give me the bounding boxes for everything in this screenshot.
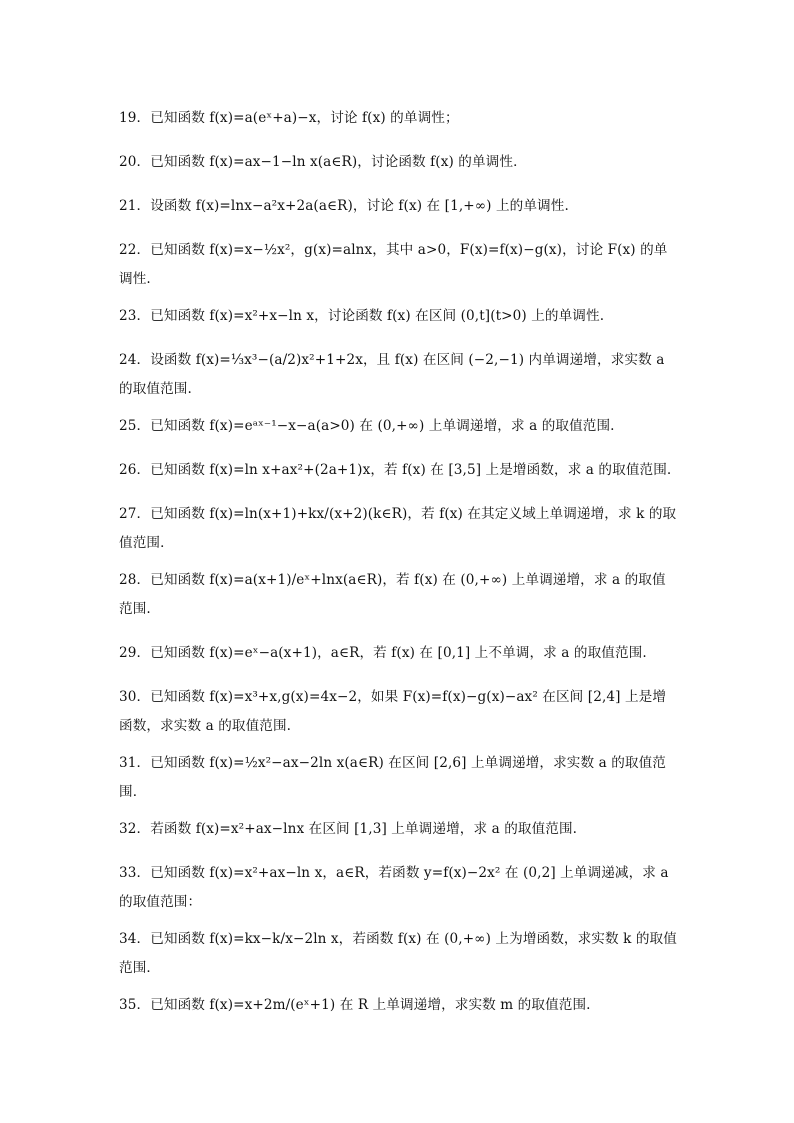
problem-19: 19．已知函数 f(x)=a(eˣ+a)−x，讨论 f(x) 的单调性； [119, 110, 459, 126]
problem-30: 30．已知函数 f(x)=x³+x,g(x)=4x−2，如果 F(x)=f(x)−g(x)−ax² 在区间 [2,4] 上是增函数，求实数 a 的取值范围. [119, 689, 667, 734]
problem-24: 24．设函数 f(x)=⅓x³−(a/2)x²+1+2x，且 f(x) 在区间 (−2,−1) 内单调递增，求实数 a 的取值范围. [119, 352, 665, 397]
problem-21: 21．设函数 f(x)=lnx−a²x+2a(a∈R)，讨论 f(x) 在 [1,+∞) 上的单调性. [119, 198, 569, 214]
problem-list [119, 104, 679, 1035]
problem-29: 29．已知函数 f(x)=eˣ−a(x+1)，a∈R，若 f(x) 在 [0,1] 上不单调，求 a 的取值范围. [119, 645, 647, 661]
problem-27: 27．已知函数 f(x)=ln(x+1)+kx/(x+2)(k∈R)，若 f(x) 在其定义域上单调递增，求 k 的取值范围． [119, 506, 677, 551]
problem-33: 33．已知函数 f(x)=x²+ax−ln x，a∈R，若函数 y=f(x)−2x² 在 (0,2] 上单调递减，求 a 的取值范围： [119, 865, 669, 910]
problem-20: 20．已知函数 f(x)=ax−1−ln x(a∈R)，讨论函数 f(x) 的单调性． [119, 154, 527, 170]
problem-35: 35．已知函数 f(x)=x+2m/(eˣ+1) 在 R 上单调递增，求实数 m 的取值范围. [119, 997, 591, 1013]
problem-31: 31．已知函数 f(x)=½x²−ax−2ln x(a∈R) 在区间 [2,6] 上单调递增，求实数 a 的取值范围． [119, 755, 667, 800]
problem-28: 28．已知函数 f(x)=a(x+1)/eˣ+lnx(a∈R)，若 f(x) 在 (0,+∞) 上单调递增，求 a 的取值范围. [119, 572, 666, 617]
problem-32: 32．若函数 f(x)=x²+ax−lnx 在区间 [1,3] 上单调递增，求 a 的取值范围. [119, 821, 578, 837]
problem-22: 22．已知函数 f(x)=x−½x²，g(x)=alnx，其中 a>0，F(x)=f(x)−g(x)，讨论 F(x) 的单调性. [119, 242, 668, 287]
problem-26: 26．已知函数 f(x)=ln x+ax²+(2a+1)x，若 f(x) 在 [3,5] 上是增函数，求 a 的取值范围. [119, 462, 672, 478]
problem-23: 23．已知函数 f(x)=x²+x−ln x，讨论函数 f(x) 在区间 (0,t](t>0) 上的单调性. [119, 308, 605, 324]
problem-34: 34．已知函数 f(x)=kx−k/x−2ln x，若函数 f(x) 在 (0,+∞) 上为增函数，求实数 k 的取值范围． [119, 931, 677, 976]
problem-25: 25．已知函数 f(x)=eᵃˣ⁻¹−x−a(a>0) 在 (0,+∞) 上单调递增，求 a 的取值范围. [119, 418, 615, 434]
